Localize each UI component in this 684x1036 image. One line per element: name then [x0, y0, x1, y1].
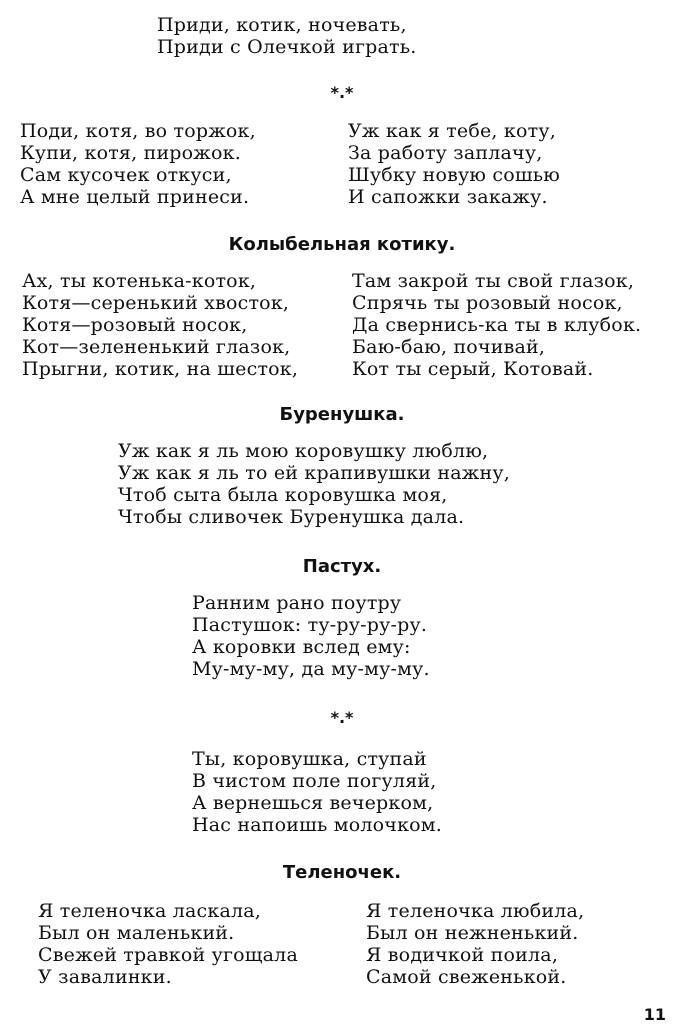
verse-line: А коровки вслед ему: — [192, 636, 411, 658]
verse-line: Самой свеженькой. — [366, 966, 567, 988]
verse-line: Спрячь ты розовый носок, — [352, 292, 623, 314]
poem-title: Колыбельная котику. — [228, 234, 456, 255]
poem-cat-sleep — [157, 14, 417, 58]
poem-market-left — [20, 120, 256, 208]
verse-line: Му-му-му, да му-му-му. — [192, 658, 430, 680]
section-divider-stars: *.* — [330, 708, 354, 727]
verse-line: Баю-баю, почивай, — [352, 336, 546, 358]
verse-line: Прыгни, котик, на шесток, — [22, 358, 299, 380]
verse-line: Уж как я ль мою коровушку люблю, — [118, 440, 489, 462]
verse-line: Поди, котя, во торжок, — [20, 120, 256, 142]
poem-lullaby-left — [22, 270, 298, 380]
verse-line: Сам кусочек откуси, — [20, 164, 232, 186]
verse-line: Купи, котя, пирожок. — [20, 142, 241, 164]
verse-line: Уж как я ль то ей крапивушки нажну, — [118, 462, 510, 484]
verse-line: Чтоб сыта была коровушка моя, — [118, 484, 448, 506]
verse-line: А вернешься вечерком, — [192, 792, 434, 814]
verse-line: А мне целый принеси. — [20, 186, 250, 208]
verse-line: Был он маленький. — [38, 922, 235, 944]
verse-line: Котя—розовый носок, — [22, 314, 248, 336]
poem-title: Пастух. — [302, 556, 382, 577]
verse-line: Котя—серенький хвосток, — [22, 292, 290, 314]
verse-line: У завалинки. — [38, 966, 172, 988]
section-divider-stars: *.* — [330, 83, 354, 102]
verse-line: Ах, ты котенька-коток, — [22, 270, 257, 292]
poem-korovushka — [192, 748, 442, 836]
verse-line: Пастушок: ту-ру-ру-ру. — [192, 614, 428, 636]
verse-line: И сапожки закажу. — [348, 186, 548, 208]
verse-line: Нас напоишь молочком. — [192, 814, 443, 836]
poem-burenushka — [118, 440, 510, 528]
poem-title: Буренушка. — [279, 404, 405, 425]
page-number: 11 — [643, 1005, 666, 1024]
verse-line: Чтобы сливочек Буренушка дала. — [118, 506, 465, 528]
verse-line: Уж как я тебе, коту, — [348, 120, 556, 142]
verse-line: Кот ты серый, Котовай. — [352, 358, 594, 380]
verse-line: Кот—зелененький глазок, — [22, 336, 291, 358]
verse-line: Приди с Олечкой играть. — [157, 36, 417, 58]
poem-lullaby-right — [352, 270, 641, 380]
verse-line: В чистом поле погуляй, — [192, 770, 437, 792]
verse-line: Я теленочка ласкала, — [38, 900, 262, 922]
verse-line: Я водичкой поила, — [366, 944, 559, 966]
poem-pastukh — [192, 592, 430, 680]
verse-line: За работу заплачу, — [348, 142, 543, 164]
poem-title: Теленочек. — [282, 862, 402, 883]
verse-line: Там закрой ты свой глазок, — [352, 270, 635, 292]
verse-line: Ты, коровушка, ступай — [192, 748, 427, 770]
poem-telenochek-left — [38, 900, 298, 988]
poem-telenochek-right — [366, 900, 584, 988]
verse-line: Приди, котик, ночевать, — [157, 14, 407, 36]
verse-line: Шубку новую сошью — [348, 164, 560, 186]
poem-market-right — [348, 120, 560, 208]
verse-line: Ранним рано поутру — [192, 592, 402, 614]
verse-line: Да свернись-ка ты в клубок. — [352, 314, 642, 336]
verse-line: Я теленочка любила, — [366, 900, 585, 922]
verse-line: Свежей травкой угощала — [38, 944, 298, 966]
verse-line: Был он нежненький. — [366, 922, 579, 944]
